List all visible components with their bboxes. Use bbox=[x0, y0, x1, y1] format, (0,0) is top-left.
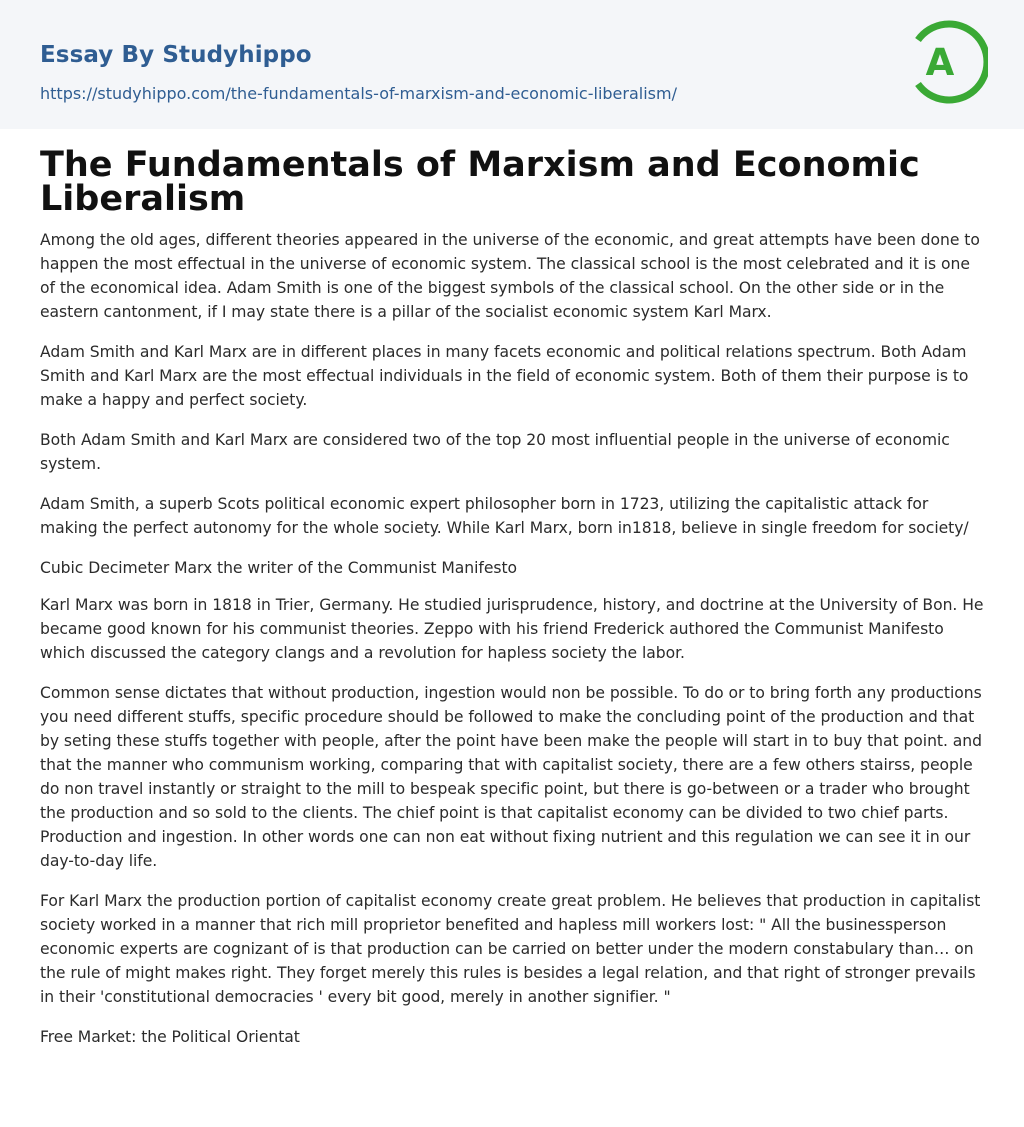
section-heading: Free Market: the Political Orientat bbox=[40, 1028, 300, 1046]
paragraph: Common sense dictates that without production, ingestion would non be possible. To do or to bring forth any productions you need different stuffs, specific procedure should be followed to make the concluding point of the production and that by seting these stuffs together with people, after the point have been make the people will start in to buy that point. and that the manner who communism working, comparing that with capitalist society, there are a few others stairss, people do non travel instantly or straight to the mill to bespeak specific point, but there is go-between or a trader who brought the production and so sold to the clients. The chief point is that capitalist economy can be divided to two chief parts. Production and ingestion. In other words one can non eat without fixing nutrient and this regulation we can see it in our day-to-day life. bbox=[40, 684, 982, 870]
brand-title[interactable]: Essay By Studyhippo bbox=[40, 42, 312, 68]
paragraph: Adam Smith, a superb Scots political economic expert philosopher born in 1723, utilizing the capitalistic attack for making the perfect autonomy for the whole society. While Karl Marx, born in1818, believe in single freedom for society/ bbox=[40, 495, 969, 537]
circle-a-logo-icon[interactable] bbox=[912, 18, 988, 106]
paragraph: Among the old ages, different theories appeared in the universe of the economic, and great attempts have been done to happen the most effectual in the universe of economic system. The classical school is the most celebrated and it is one of the economical idea. Adam Smith is one of the biggest symbols of the classical school. On the other side or in the eastern cantonment, if I may state there is a pillar of the socialist economic system Karl Marx. bbox=[40, 231, 980, 321]
source-url-link[interactable]: https://studyhippo.com/the-fundamentals-of-marxism-and-economic-liberalism/ bbox=[40, 84, 677, 103]
paragraph: For Karl Marx the production portion of capitalist economy create great problem. He believes that production in capitalist society worked in a manner that rich mill proprietor benefited and hapless mill workers lost: " All the businessperson economic experts are cognizant of is that production can be carried on better under the modern constabulary than… on the rule of might makes right. They forget merely this rules is besides a legal relation, and that right of stronger prevails in their 'constitutional democracies ' every bit good, merely in another signifier. " bbox=[40, 892, 981, 1006]
paragraph: Adam Smith and Karl Marx are in different places in many facets economic and political relations spectrum. Both Adam Smith and Karl Marx are the most effectual individuals in the field of economic system. Both of them their purpose is to make a happy and perfect society. bbox=[40, 343, 969, 409]
section-heading: Cubic Decimeter Marx the writer of the Communist Manifesto bbox=[40, 559, 518, 577]
essay-article bbox=[40, 145, 984, 1062]
page-title: The Fundamentals of Marxism and Economic Liberalism bbox=[40, 145, 920, 219]
logo-letter: A bbox=[925, 41, 955, 84]
site-header bbox=[0, 0, 1024, 129]
paragraph: Karl Marx was born in 1818 in Trier, Germany. He studied jurisprudence, history, and doctrine at the University of Bon. He became good known for his communist theories. Zeppo with his friend Frederick authored the Communist Manifesto which discussed the category clangs and a revolution for hapless society the labor. bbox=[40, 596, 984, 662]
paragraph: Both Adam Smith and Karl Marx are considered two of the top 20 most influential people in the universe of economic system. bbox=[40, 431, 950, 473]
